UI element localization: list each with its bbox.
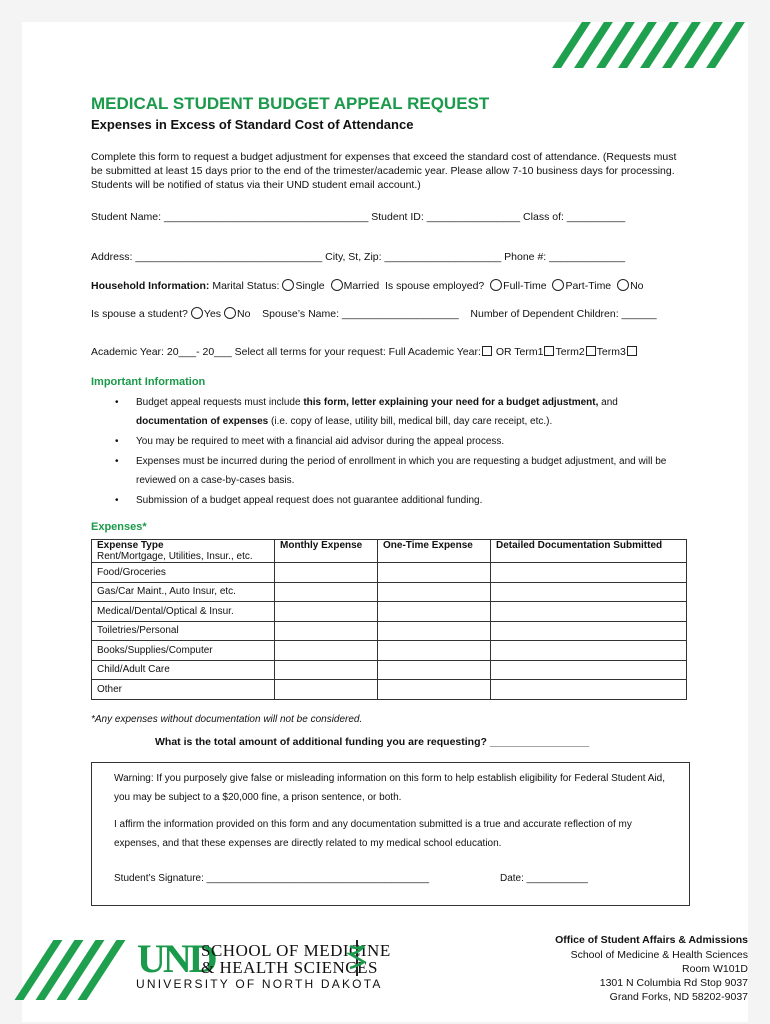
academic-year-label[interactable]: Academic Year: 20___- 20___ Select all terms for your request: Full Academic Year: <box>91 346 481 358</box>
documentation-cell[interactable] <box>491 641 687 661</box>
logo-university: UNIVERSITY OF NORTH DAKOTA <box>136 977 383 991</box>
monthly-cell[interactable] <box>275 582 378 602</box>
onetime-cell[interactable] <box>378 582 491 602</box>
documentation-cell[interactable] <box>491 582 687 602</box>
row-label: Books/Supplies/Computer <box>92 641 275 661</box>
onetime-cell[interactable] <box>378 621 491 641</box>
col-header-monthly: Monthly Expense <box>275 540 378 563</box>
col-header-documentation: Detailed Documentation Submitted <box>491 540 687 563</box>
term1-label: Term1 <box>514 346 544 358</box>
table-header-row <box>92 540 687 563</box>
important-list <box>115 393 675 511</box>
onetime-cell[interactable] <box>378 680 491 700</box>
documentation-note: *Any expenses without documentation will not be considered. <box>91 714 363 725</box>
table-row <box>92 680 687 700</box>
term3-checkbox[interactable] <box>627 346 637 356</box>
list-item: • You may be required to meet with a financial aid advisor during the appeal process. <box>115 432 675 451</box>
documentation-cell[interactable] <box>491 621 687 641</box>
table-row <box>92 641 687 661</box>
form-title: MEDICAL STUDENT BUDGET APPEAL REQUEST <box>91 94 490 113</box>
fulltime-label: Full-Time <box>503 280 547 292</box>
signature-field[interactable]: Student’s Signature: ________________________________________ <box>114 873 430 884</box>
single-label: Single <box>295 280 325 292</box>
monthly-cell[interactable] <box>275 602 378 622</box>
row-label: Food/Groceries <box>92 563 275 583</box>
list-item: • Budget appeal requests must include this form, letter explaining your need for a budget adjustment, and documentation of expenses (i.e. copy of lease, utility bill, medical bill, day care receipt, etc.). <box>115 393 675 431</box>
row-label: Rent/Mortgage, Utilities, Insur., etc. <box>97 551 253 562</box>
monthly-cell[interactable] <box>275 563 378 583</box>
date-field[interactable]: Date: ___________ <box>500 873 588 884</box>
office-name: Office of Student Affairs & Admissions <box>555 934 748 946</box>
onetime-cell[interactable] <box>378 641 491 661</box>
spouse-student-row <box>91 307 657 320</box>
monthly-cell[interactable] <box>275 641 378 661</box>
spouse-name-field[interactable]: Spouse’s Name: ____________________ <box>262 308 459 320</box>
table-row <box>92 563 687 583</box>
onetime-cell[interactable] <box>378 563 491 583</box>
row-label: Toiletries/Personal <box>92 621 275 641</box>
list-item: • Submission of a budget appeal request does not guarantee additional funding. <box>115 491 675 510</box>
col-header-onetime: One-Time Expense <box>378 540 491 563</box>
monthly-cell[interactable] <box>275 621 378 641</box>
row-label: Child/Adult Care <box>92 660 275 680</box>
student-info-line[interactable]: Student Name: ___________________________________ Student ID: ________________ Class of: __________ <box>91 211 626 223</box>
office-line: Grand Forks, ND 58202-9037 <box>609 991 748 1003</box>
row-label: Medical/Dental/Optical & Insur. <box>92 602 275 622</box>
fulltime-radio[interactable] <box>490 279 502 291</box>
warning-box <box>91 762 690 906</box>
intro-text: Complete this form to request a budget adjustment for expenses that exceed the standard cost of attendance. (Requests must be submitted at least 15 days prior to the end of the trimester/academic year. Please allow 7-10 business days for processing. Students will be notified of status via their UND student email account.) <box>91 151 677 191</box>
married-label: Married <box>343 280 380 292</box>
col-header-expense-type: Expense Type <box>97 540 164 551</box>
logo-school-medicine: SCHOOL OF MEDICINE <box>201 941 391 960</box>
expenses-heading: Expenses* <box>91 521 147 533</box>
term2-label: Term2 <box>555 346 585 358</box>
marital-status-label: Marital Status: <box>212 280 280 292</box>
onetime-cell[interactable] <box>378 602 491 622</box>
warning-text: Warning: If you purposely give false or misleading information on this form to help establish eligibility for Federal Student Aid, you may be subject to a $20,000 fine, a prison sentence, or both. <box>114 773 666 803</box>
caduceus-icon <box>346 938 368 978</box>
household-label: Household Information: <box>91 280 210 292</box>
documentation-cell[interactable] <box>491 680 687 700</box>
documentation-cell[interactable] <box>491 660 687 680</box>
address-line[interactable]: Address: ________________________________ City, St, Zip: ____________________ Phone #: _____________ <box>91 251 626 263</box>
expenses-table <box>91 539 687 700</box>
list-item: • Expenses must be incurred during the period of enrollment in which you are requesting a budget adjustment, and will be reviewed on a case-by-cases basis. <box>115 452 675 490</box>
total-request-field[interactable]: What is the total amount of additional funding you are requesting? _________________ <box>155 736 590 748</box>
form-subtitle: Expenses in Excess of Standard Cost of Attendance <box>91 117 414 132</box>
office-line: 1301 N Columbia Rd Stop 9037 <box>599 977 748 989</box>
und-wordmark: UND <box>137 936 215 981</box>
monthly-cell[interactable] <box>275 660 378 680</box>
married-radio[interactable] <box>331 279 343 291</box>
not-employed-label: No <box>630 280 644 292</box>
spouse-employed-label: Is spouse employed? <box>385 280 485 292</box>
dependent-children-field[interactable]: Number of Dependent Children: ______ <box>470 308 657 320</box>
no-label: No <box>237 308 251 320</box>
term1-checkbox[interactable] <box>544 346 554 356</box>
row-label: Other <box>92 680 275 700</box>
table-row <box>92 660 687 680</box>
logo-health-sciences: & HEALTH SCIENCES <box>201 958 378 977</box>
office-line: Room W101D <box>682 963 748 975</box>
academic-year-row <box>91 346 638 358</box>
table-row <box>92 602 687 622</box>
spouse-student-label: Is spouse a student? <box>91 308 188 320</box>
parttime-radio[interactable] <box>552 279 564 291</box>
yes-label: Yes <box>203 308 222 320</box>
office-line: School of Medicine & Health Sciences <box>570 949 748 961</box>
table-row <box>92 621 687 641</box>
documentation-cell[interactable] <box>491 563 687 583</box>
row-label: Gas/Car Maint., Auto Insur, etc. <box>92 582 275 602</box>
spouse-student-no-radio[interactable] <box>224 307 236 319</box>
term3-label: Term3 <box>596 346 626 358</box>
important-heading: Important Information <box>91 376 206 388</box>
not-employed-radio[interactable] <box>617 279 629 291</box>
spouse-student-yes-radio[interactable] <box>191 307 203 319</box>
monthly-cell[interactable] <box>275 680 378 700</box>
affirmation-text: I affirm the information provided on this form and any documentation submitted is a true and accurate reflection of my expenses, and that these expenses are directly related to my medical school education. <box>114 819 632 849</box>
table-row <box>92 582 687 602</box>
household-row <box>91 279 644 292</box>
documentation-cell[interactable] <box>491 602 687 622</box>
parttime-label: Part-Time <box>565 280 612 292</box>
single-radio[interactable] <box>282 279 294 291</box>
term2-checkbox[interactable] <box>586 346 596 356</box>
or-label: OR <box>495 346 512 358</box>
onetime-cell[interactable] <box>378 660 491 680</box>
full-year-checkbox[interactable] <box>482 346 492 356</box>
